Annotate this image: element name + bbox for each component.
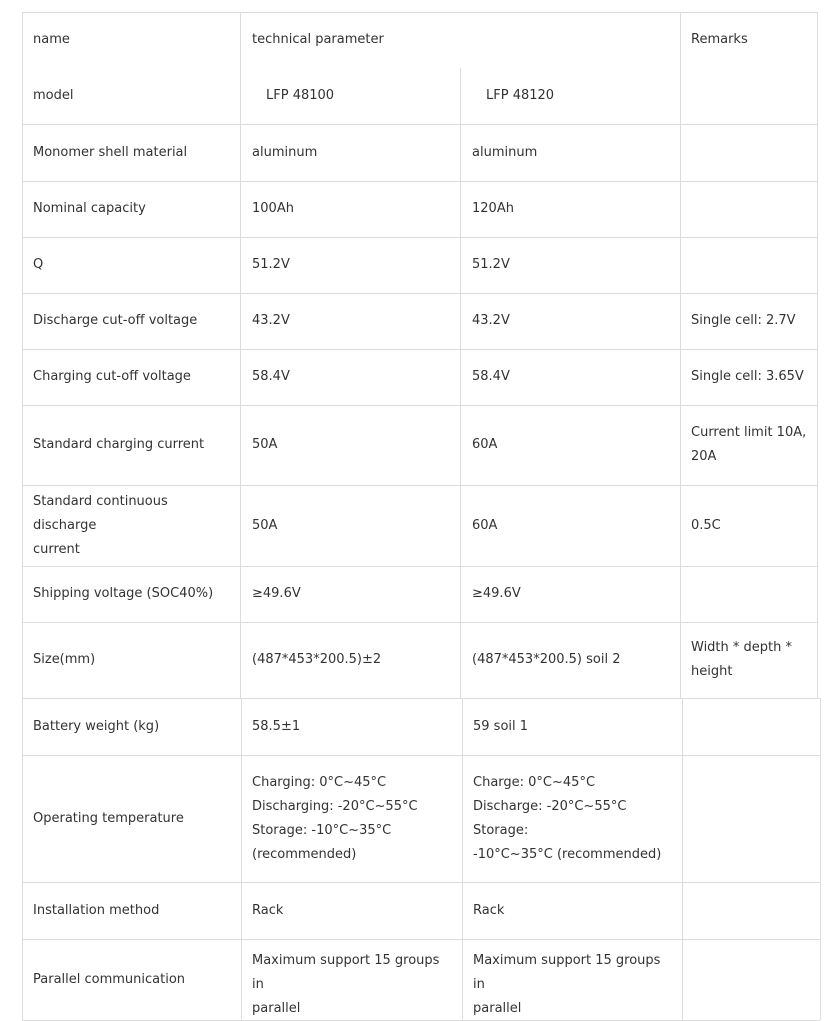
value-cell: 43.2V [252, 313, 290, 328]
header-remarks: Remarks [691, 32, 748, 47]
value-cell: LFP 48100 [266, 88, 335, 103]
remark-cell [691, 124, 815, 181]
value-cell: 58.4V [252, 369, 290, 384]
value-cell: 60A [472, 437, 498, 452]
value-cell: 50A [252, 437, 278, 452]
remark-cell: Width * depth * height [691, 640, 793, 679]
value-cell: (487*453*200.5) soil 2 [472, 652, 621, 667]
table-right-border [820, 698, 821, 1020]
value-cell: ≥49.6V [252, 586, 301, 601]
value-cell: Charge: 0°C~45°C Discharge: -20°C~55°C Storage: -10°C~35°C (recommended) [473, 774, 662, 862]
row-label: Charging cut-off voltage [33, 369, 191, 384]
row-label: Monomer shell material [33, 144, 188, 160]
value-cell: 60A [472, 517, 498, 533]
row-label: Battery weight (kg) [33, 718, 160, 734]
row-label: Parallel communication [33, 971, 186, 987]
remark-cell [691, 882, 819, 939]
row-label: Shipping voltage (SOC40%) [33, 586, 214, 601]
value-cell: Charging: 0°C~45°C Discharging: -20°C~55°C Storage: -10°C~35°C (recommended) [252, 774, 418, 862]
row-label: Q [33, 257, 44, 272]
row-label: Nominal capacity [33, 201, 146, 216]
row-label: Operating temperature [33, 810, 184, 826]
row-label: Size(mm) [33, 652, 96, 667]
table-left-border [22, 12, 23, 1021]
value-cell: 51.2V [252, 257, 290, 272]
value-cell: LFP 48120 [486, 88, 555, 103]
value-cell: ≥49.6V [472, 586, 521, 601]
value-cell: 50A [252, 517, 278, 533]
value-cell: 59 soil 1 [473, 718, 529, 734]
col-divider [241, 698, 242, 1020]
value-cell: 43.2V [472, 313, 510, 328]
col-divider [462, 698, 463, 1020]
remark-cell [691, 698, 819, 755]
remark-cell [691, 237, 815, 293]
row-divider [22, 12, 817, 13]
row-label: Discharge cut-off voltage [33, 313, 198, 328]
col-divider [460, 68, 461, 698]
row-label: Installation method [33, 902, 160, 918]
row-label: model [33, 88, 74, 103]
value-cell: 100Ah [252, 201, 294, 216]
value-cell: 51.2V [472, 257, 510, 272]
value-cell: 58.5±1 [252, 718, 301, 734]
value-cell: (487*453*200.5)±2 [252, 652, 382, 667]
value-cell: Rack [473, 902, 505, 918]
value-cell: 120Ah [472, 201, 514, 216]
value-cell: Rack [252, 902, 284, 918]
row-label: Standard continuous discharge current [33, 493, 168, 557]
row-label: Standard charging current [33, 437, 205, 452]
value-cell: aluminum [252, 144, 318, 160]
col-divider [240, 12, 241, 698]
col-divider [682, 698, 683, 1020]
remark-cell [691, 566, 815, 622]
remark-cell [691, 939, 819, 1020]
remark-cell [691, 755, 819, 882]
header-name: name [33, 32, 70, 47]
value-cell: 58.4V [472, 369, 510, 384]
value-cell: Maximum support 15 groups in parallel [252, 953, 440, 1016]
value-cell: Maximum support 15 groups in parallel [473, 953, 661, 1016]
table-right-border [817, 12, 818, 698]
value-cell: aluminum [472, 144, 538, 160]
remark-cell: Current limit 10A, 20A [691, 425, 807, 464]
remark-cell: Single cell: 3.65V [691, 369, 804, 384]
header-technical-parameter: technical parameter [252, 32, 384, 47]
remark-cell [691, 68, 815, 124]
remark-cell: 0.5C [691, 517, 721, 533]
remark-cell [691, 181, 815, 237]
remark-cell: Single cell: 2.7V [691, 313, 796, 328]
